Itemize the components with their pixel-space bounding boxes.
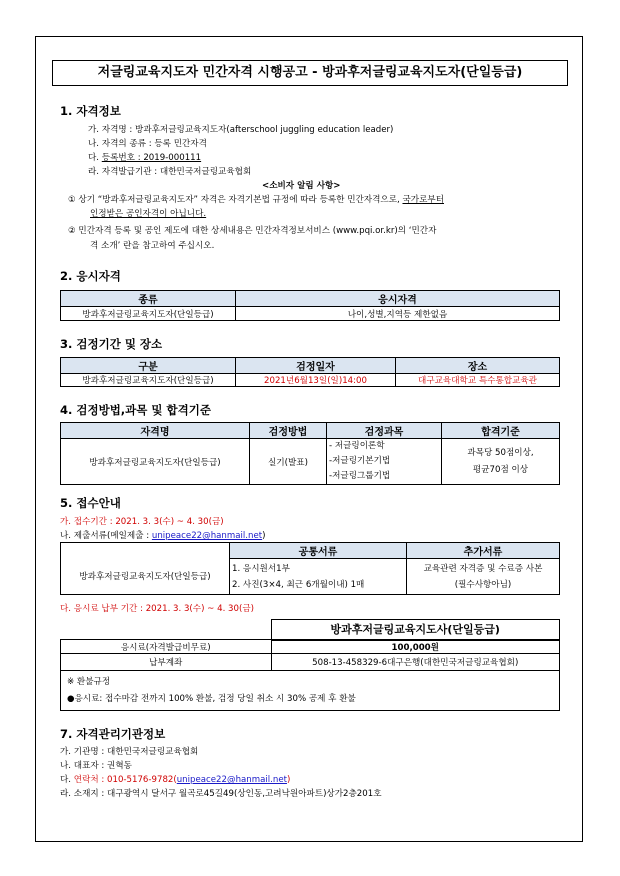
col-place: 장소 bbox=[396, 358, 560, 374]
notice-1-cont: 인정받은 공인자격이 아닙니다. bbox=[90, 209, 207, 219]
fee-label: 응시료(자격발급비무료) bbox=[61, 640, 272, 654]
blank-header bbox=[61, 543, 230, 559]
fee-period: 다. 응시료 납부 기간 : 2021. 3. 3(수) ~ 4. 30(금) bbox=[60, 604, 254, 614]
section-1-heading: 1. 자격정보 bbox=[60, 104, 121, 118]
submission-email-link[interactable]: unipeace22@hanmail.net bbox=[151, 531, 263, 541]
extra-doc-item: 교육관련 자격증 및 수료증 사본 bbox=[423, 563, 543, 574]
fee-value: 100,000원 bbox=[271, 640, 560, 654]
blank-fee-header bbox=[61, 620, 272, 640]
eligibility-table bbox=[60, 290, 560, 321]
exam-table bbox=[60, 422, 560, 485]
extra-doc-item: (필수사항아님) bbox=[454, 579, 512, 590]
col-criteria: 합격기준 bbox=[442, 423, 560, 439]
subject-item: - 저글링이론학 bbox=[329, 441, 385, 451]
documents-table bbox=[60, 542, 560, 595]
org-name: 가. 기관명 : 대한민국저글링교육협회 bbox=[60, 747, 199, 757]
common-doc-item: 2. 사진(3×4, 최근 6개월이내) 1매 bbox=[232, 579, 365, 590]
col-subjects: 검정과목 bbox=[327, 423, 442, 439]
fee-table bbox=[60, 619, 560, 711]
col-eligibility: 응시자격 bbox=[236, 291, 560, 307]
subject-item: -저글링그룹기법 bbox=[329, 471, 391, 481]
cell-date: 2021년6월13일(일)14:00 bbox=[236, 374, 396, 387]
submission-docs: 나. 제출서류(메일제출 : unipeace22@hanmail.net) bbox=[60, 531, 266, 541]
cell-method: 실기(발표) bbox=[250, 439, 327, 485]
cell-common-docs bbox=[230, 559, 407, 595]
section-7-heading: 7. 자격관리기관정보 bbox=[60, 727, 166, 741]
col-date: 검정일자 bbox=[236, 358, 396, 374]
criteria-line: 평균70점 이상 bbox=[472, 464, 529, 475]
section-2-heading: 2. 응시자격 bbox=[60, 269, 121, 283]
refund-box bbox=[61, 671, 560, 711]
refund-text: ●응시료: 접수마감 전까지 100% 환불, 검정 당일 취소 시 30% 공제 후 환불 bbox=[67, 693, 356, 704]
refund-title: ※ 환불규정 bbox=[67, 676, 111, 687]
notice-2-cont: 격 소개’ 란을 참고하여 주십시오. bbox=[90, 241, 215, 251]
representative: 나. 대표자 : 권혁동 bbox=[60, 761, 132, 771]
issuing-organization: 라. 자격발급기관 : 대한민국저글링교육협회 bbox=[88, 167, 252, 177]
section-4-heading: 4. 검정방법,과목 및 합격기준 bbox=[60, 403, 211, 417]
contact-email-link[interactable]: unipeace22@hanmail.net bbox=[176, 775, 287, 785]
col-extra-docs: 추가서류 bbox=[407, 543, 560, 559]
fee-header: 방과후저글링교육지도사(단일등급) bbox=[271, 620, 560, 640]
qualification-name: 가. 자격명 : 방과후저글링교육지도자(afterschool juggling education leader) bbox=[88, 125, 394, 135]
col-method: 검정방법 bbox=[250, 423, 327, 439]
cell-eligibility: 나이,성별,지역등 제한없음 bbox=[236, 307, 560, 321]
consumer-notice-title: <소비자 알림 사항> bbox=[262, 181, 341, 191]
cell-extra-docs bbox=[407, 559, 560, 595]
cell-doc-qual-name: 방과후저글링교육지도자(단일등급) bbox=[61, 559, 230, 595]
section-5-heading: 5. 접수안내 bbox=[60, 496, 121, 510]
account-value: 508-13-458329-6대구은행(대한민국저글링교육협회) bbox=[271, 654, 560, 671]
account-label: 납부계좌 bbox=[61, 654, 272, 671]
address: 라. 소재지 : 대구광역시 달서구 월곡로45길49(상인동,고려낙원아파트)상가2층201호 bbox=[60, 789, 382, 799]
contact: 다. 연락처 : 010-5176-9782(unipeace22@hanmail.net) bbox=[60, 775, 291, 785]
criteria-line: 과목당 50점이상, bbox=[467, 447, 534, 458]
col-type: 종류 bbox=[61, 291, 236, 307]
registration-number: 다. 등록번호 : 2019-000111 bbox=[88, 153, 202, 163]
cell-subjects bbox=[327, 439, 442, 485]
cell-category: 방과후저글링교육지도자(단일등급) bbox=[61, 374, 236, 387]
col-common-docs: 공통서류 bbox=[230, 543, 407, 559]
page-title: 저글링교육지도자 민간자격 시행공고 - 방과후저글링교육지도자(단일등급) bbox=[52, 60, 568, 86]
qualification-type: 나. 자격의 종류 : 등록 민간자격 bbox=[88, 139, 207, 149]
subject-item: -저글링기본기법 bbox=[329, 456, 391, 466]
section-3-heading: 3. 검정기간 및 장소 bbox=[60, 337, 163, 351]
common-doc-item: 1. 응시원서1부 bbox=[232, 563, 290, 574]
cell-type: 방과후저글링교육지도자(단일등급) bbox=[61, 307, 236, 321]
cell-place: 대구교육대학교 특수통합교육관 bbox=[396, 374, 560, 387]
cell-criteria bbox=[442, 439, 560, 485]
col-category: 구분 bbox=[61, 358, 236, 374]
notice-2: ② 민간자격 등록 및 공인 제도에 대한 상세내용은 민간자격정보서비스 (www.pqi.or.kr)의 ‘민간자 bbox=[68, 226, 437, 236]
schedule-table bbox=[60, 357, 560, 387]
col-qual-name: 자격명 bbox=[61, 423, 250, 439]
cell-qual-name: 방과후저글링교육지도자(단일등급) bbox=[61, 439, 250, 485]
application-period: 가. 접수기간 : 2021. 3. 3(수) ~ 4. 30(금) bbox=[60, 517, 224, 527]
notice-1: ① 상기 “방과후저글링교육지도자” 자격은 자격기본법 규정에 따라 등록한 민간자격으로, 국가로부터 bbox=[68, 195, 444, 205]
